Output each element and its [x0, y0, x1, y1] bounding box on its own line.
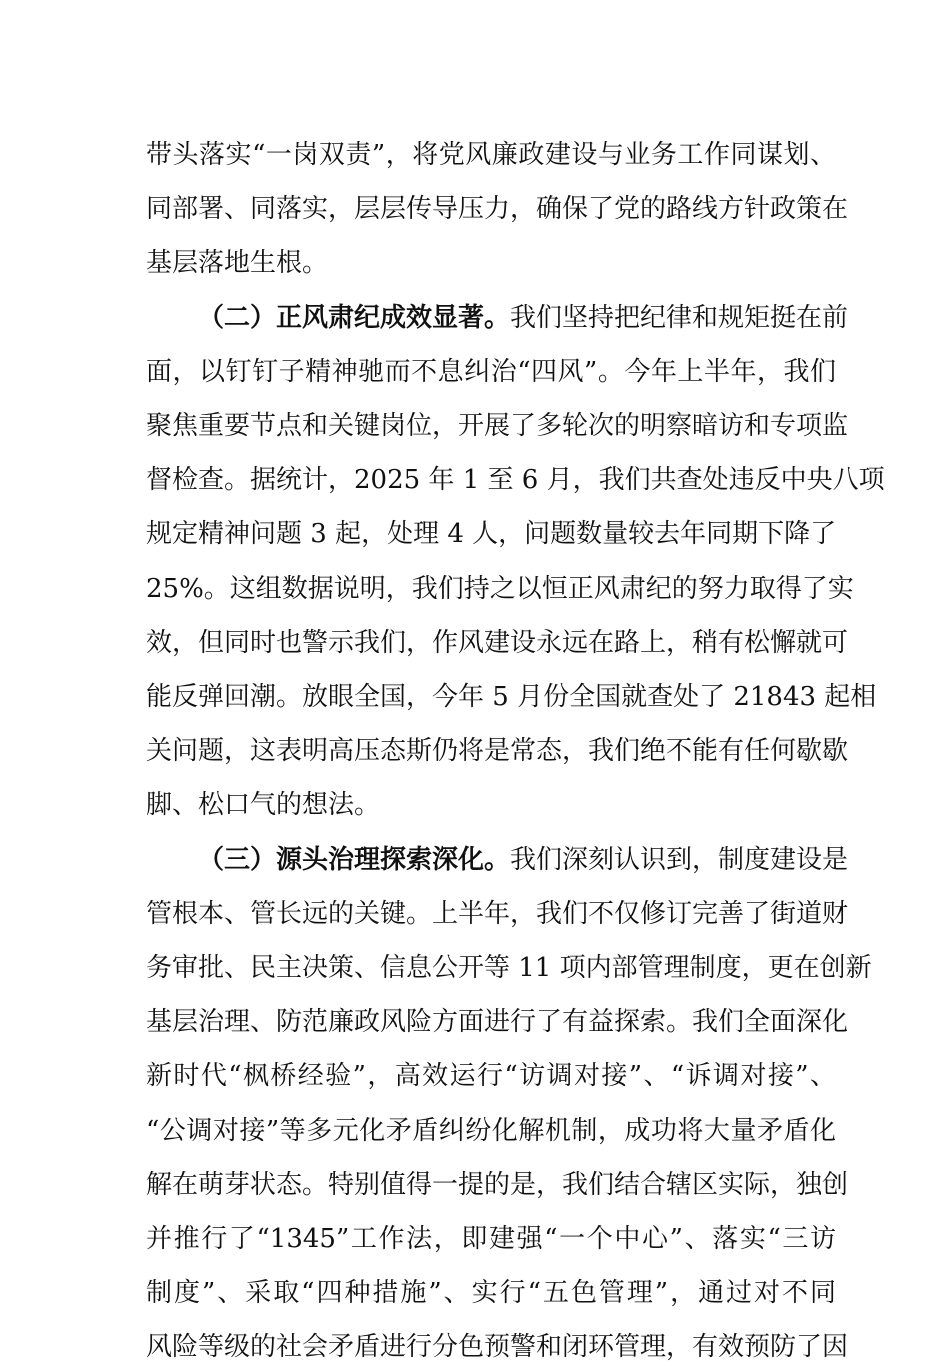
body-text-line: 关问题，这表明高压态斯仍将是常态，我们绝不能有任何歇歇 [146, 736, 849, 766]
body-text-line: 25%。这组数据说明，我们持之以恒正风肃纪的努力取得了实 [146, 574, 854, 604]
body-text-line: 聚焦重要节点和关键岗位，开展了多轮次的明察暗访和专项监 [146, 411, 849, 441]
body-text-line: 规定精神问题 3 起，处理 4 人，问题数量较去年同期下降了 [146, 519, 837, 549]
body-text-line: 管根本、管长远的关键。上半年，我们不仅修订完善了街道财 [146, 899, 849, 929]
paragraph-first-line [198, 838, 849, 882]
body-text-line: 务审批、民主决策、信息公开等 11 项内部管理制度，更在创新 [146, 953, 872, 983]
body-text-line: 能反弹回潮。放眼全国，今年 5 月份全国就查处了 21843 起相 [146, 682, 877, 712]
body-text-line: 解在萌芽状态。特别值得一提的是，我们结合辖区实际，独创 [146, 1170, 849, 1200]
body-text-line: 同部署、同落实，层层传导压力，确保了党的路线方针政策在 [146, 194, 849, 224]
body-text-line: 带头落实“一岗双责”，将党风廉政建设与业务工作同谋划、 [146, 140, 836, 170]
body-text-line: 基层落地生根。 [146, 248, 329, 278]
section-heading: （二）正风肃纪成效显著。 [198, 303, 511, 333]
body-text: 我们深刻认识到，制度建设是 [510, 845, 849, 875]
body-text-line: “公调对接”等多元化矛盾纠纷化解机制，成功将大量矛盾化 [146, 1116, 836, 1146]
body-text-line: 基层治理、防范廉政风险方面进行了有益探索。我们全面深化 [146, 1007, 849, 1037]
body-text-line: 脚、松口气的想法。 [146, 790, 381, 820]
body-text-line: 并推行了“1345”工作法，即建强“一个中心”、落实“三访 [146, 1224, 836, 1254]
body-text-line: 面，以钉钉子精神驰而不息纠治“四风”。今年上半年，我们 [146, 357, 836, 387]
body-text-line: 风险等级的社会矛盾进行分色预警和闭环管理，有效预防了因 [146, 1332, 849, 1362]
body-text-line: 效，但同时也警示我们，作风建设永远在路上，稍有松懈就可 [146, 628, 849, 658]
body-text: 我们坚持把纪律和规矩挺在前 [510, 303, 849, 333]
paragraph-first-line [198, 296, 849, 340]
body-text-line: 新时代“枫桥经验”，高效运行“访调对接”、“诉调对接”、 [146, 1061, 836, 1091]
body-text-line: 制度”、采取“四种措施”、实行“五色管理”，通过对不同 [146, 1278, 836, 1308]
body-text-line: 督检查。据统计，2025 年 1 至 6 月，我们共查处违反中央八项 [146, 465, 885, 495]
section-heading: （三）源头治理探索深化。 [198, 845, 511, 875]
